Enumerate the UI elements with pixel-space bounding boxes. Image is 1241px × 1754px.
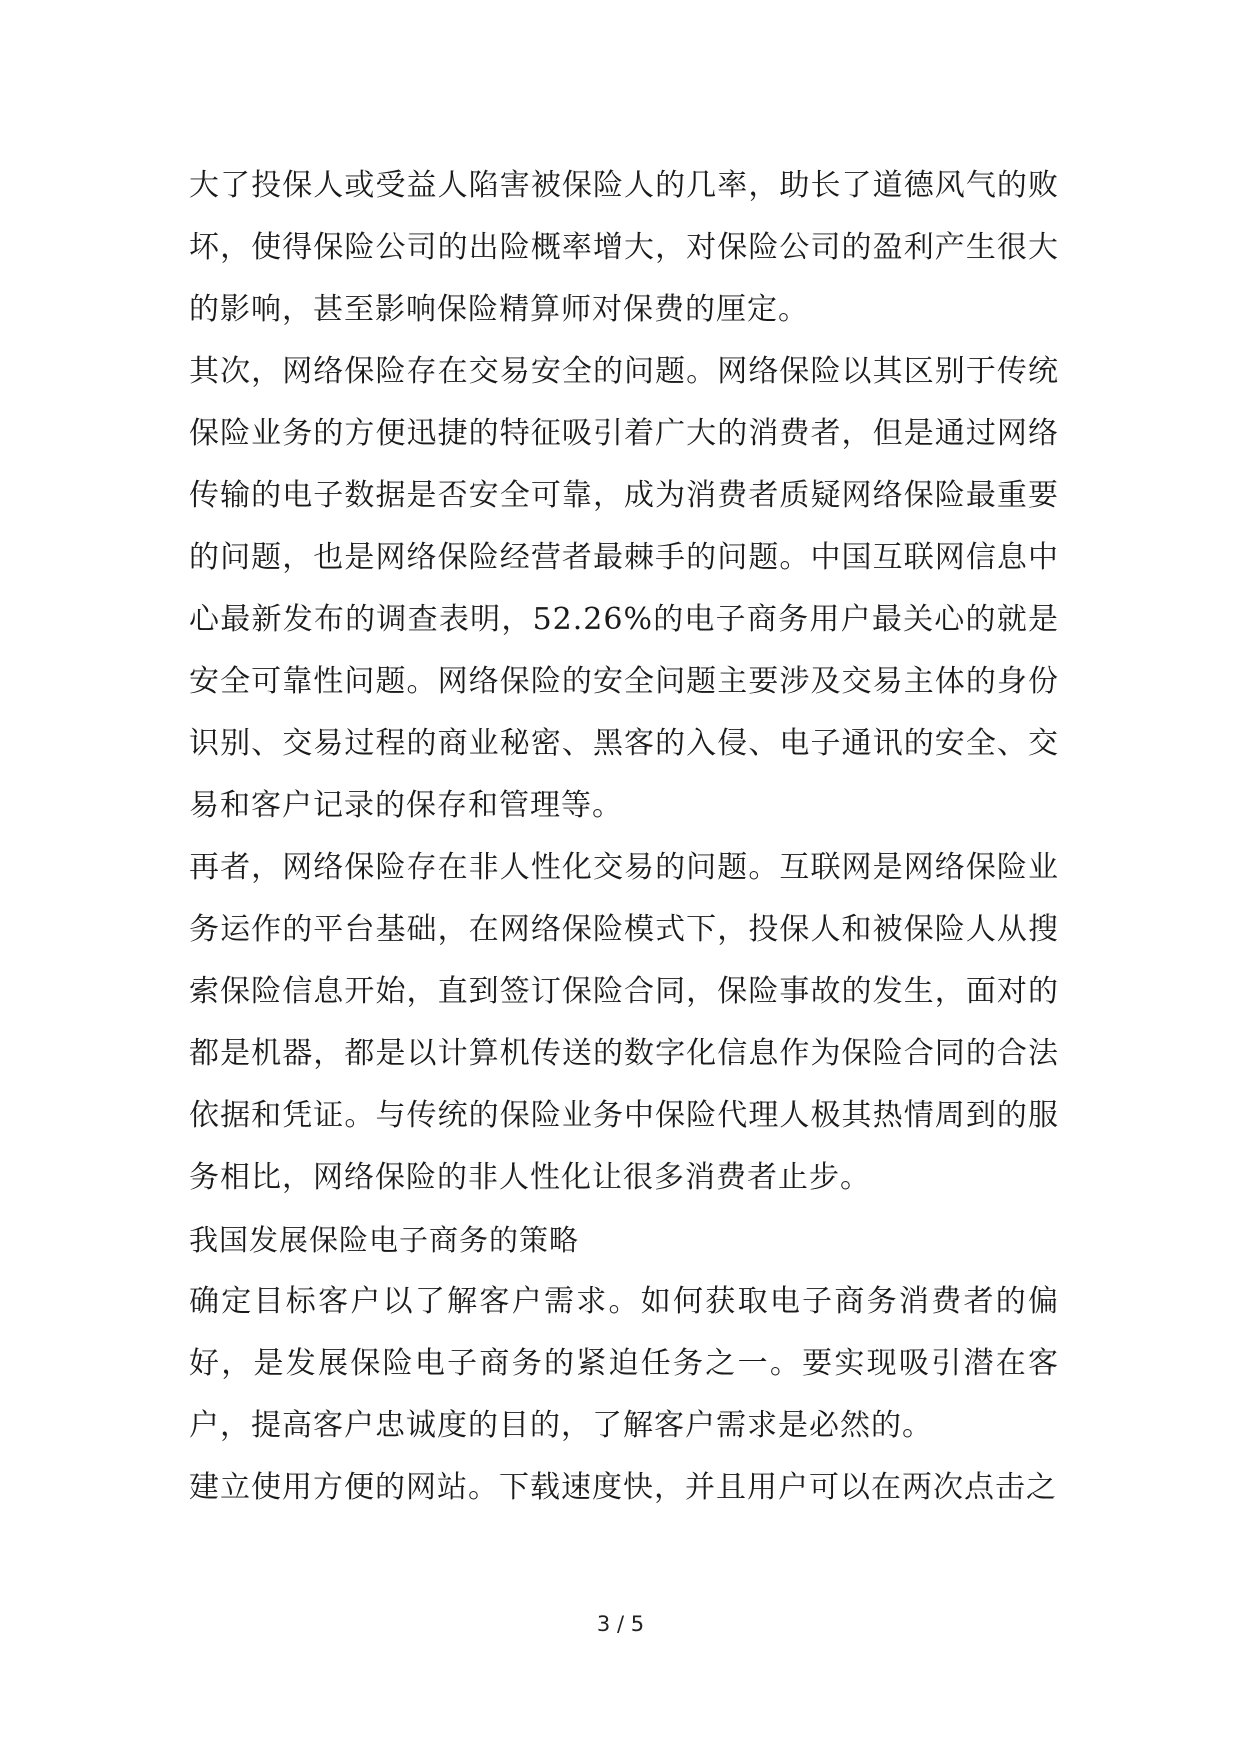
document-body [189, 155, 1059, 1519]
paragraph-2: 其次，网络保险存在交易安全的问题。网络保险以其区别于传统保险业务的方便迅捷的特征吸引着广大的消费者，但是通过网络传输的电子数据是否安全可靠，成为消费者质疑网络保险最重要的问题，也是网络保险经营者最棘手的问题。中国互联网信息中心最新发布的调查表明，52.26%的电子商务用户最关心的就是安全可靠性问题。网络保险的安全问题主要涉及交易主体的身份识别、交易过程的商业秘密、黑客的入侵、电子通讯的安全、交易和客户记录的保存和管理等。 [189, 354, 1059, 823]
paragraph-3: 再者，网络保险存在非人性化交易的问题。互联网是网络保险业务运作的平台基础，在网络保险模式下，投保人和被保险人从搜索保险信息开始，直到签订保险合同，保险事故的发生，面对的都是机器，都是以计算机传送的数字化信息作为保险合同的合法依据和凭证。与传统的保险业务中保险代理人极其热情周到的服务相比，网络保险的非人性化让很多消费者止步。 [189, 850, 1059, 1195]
section-heading: 我国发展保险电子商务的策略 [189, 1223, 580, 1257]
page-number: 3 / 5 [596, 1612, 645, 1636]
paragraph-5: 建立使用方便的网站。下载速度快，并且用户可以在两次点击之 [189, 1470, 1057, 1505]
paragraph-4: 确定目标客户以了解客户需求。如何获取电子商务消费者的偏好，是发展保险电子商务的紧迫任务之一。要实现吸引潜在客户，提高客户忠诚度的目的，了解客户需求是必然的。 [189, 1284, 1059, 1443]
paragraph-1: 大了投保人或受益人陷害被保险人的几率，助长了道德风气的败坏，使得保险公司的出险概率增大，对保险公司的盈利产生很大的影响，甚至影响保险精算师对保费的厘定。 [189, 168, 1059, 327]
